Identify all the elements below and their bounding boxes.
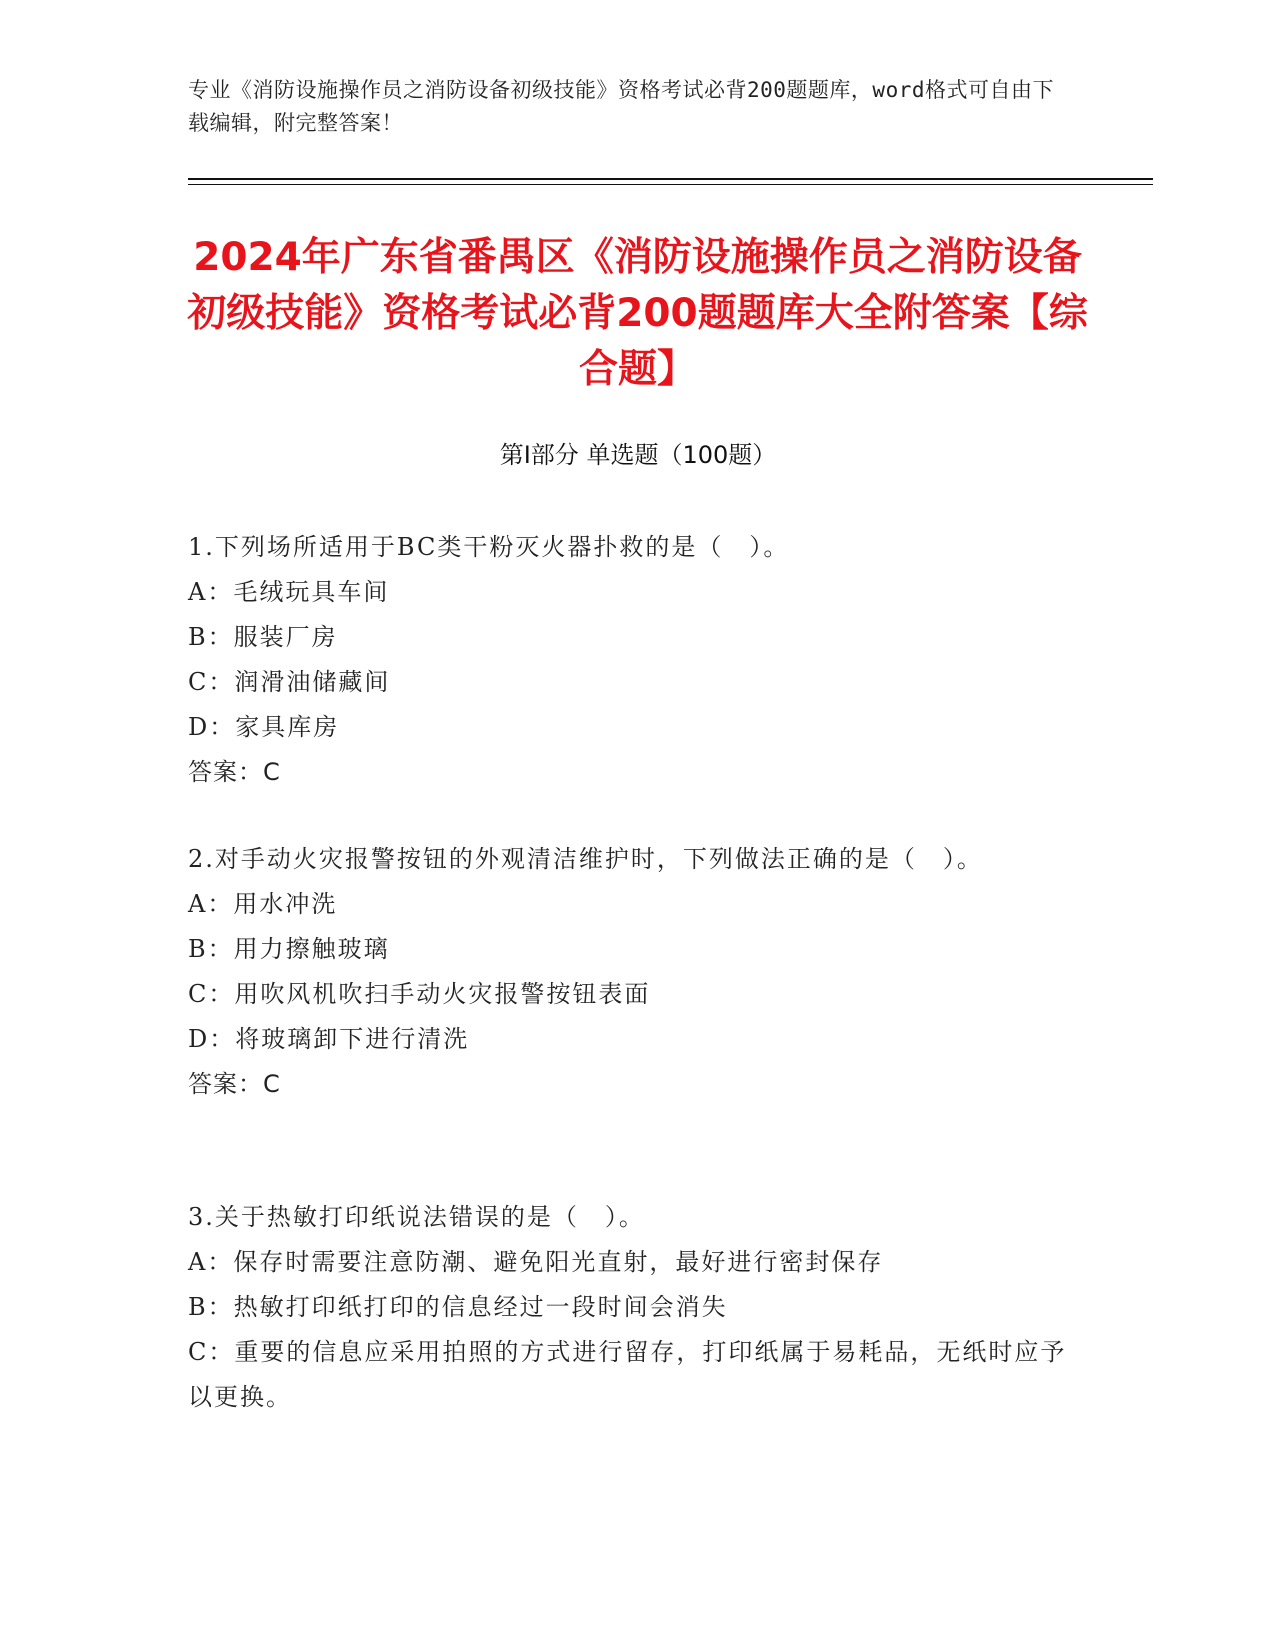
question-3 — [188, 1195, 1068, 1420]
header-note: 专业《消防设施操作员之消防设备初级技能》资格考试必背200题题库，word格式可自由下载编辑，附完整答案！ — [188, 78, 1054, 135]
question-1 — [188, 525, 1068, 795]
option-c: C：用吹风机吹扫手动火灾报警按钮表面 — [188, 980, 651, 1008]
question-2 — [188, 837, 1068, 1107]
option-c: C：重要的信息应采用拍照的方式进行留存，打印纸属于易耗品，无纸时应予以更换。 — [188, 1338, 1067, 1411]
question-stem: 1.下列场所适用于BC类干粉灭火器扑救的是（ ）。 — [188, 533, 790, 561]
option-d: D：将玻璃卸下进行清洗 — [188, 1025, 470, 1053]
option-b: B：用力擦触玻璃 — [188, 935, 390, 963]
option-b: B：服装厂房 — [188, 623, 338, 651]
answer: 答案：C — [188, 1070, 281, 1098]
answer: 答案：C — [188, 758, 281, 786]
header-divider-thin — [188, 184, 1153, 185]
option-a: A：保存时需要注意防潮、避免阳光直射，最好进行密封保存 — [188, 1248, 884, 1276]
question-stem: 2.对手动火灾报警按钮的外观清洁维护时，下列做法正确的是（ ）。 — [188, 845, 983, 873]
option-c: C：润滑油储藏间 — [188, 668, 391, 696]
option-a: A：用水冲洗 — [188, 890, 338, 918]
header-divider — [188, 178, 1153, 180]
document-title: 2024年广东省番禺区《消防设施操作员之消防设备初级技能》资格考试必背200题题库大全附答案【综合题】 — [187, 235, 1088, 392]
option-a: A：毛绒玩具车间 — [188, 578, 390, 606]
option-d: D：家具库房 — [188, 713, 340, 741]
question-stem: 3.关于热敏打印纸说法错误的是（ ）。 — [188, 1203, 645, 1231]
option-b: B：热敏打印纸打印的信息经过一段时间会消失 — [188, 1293, 728, 1321]
section-heading: 第I部分 单选题（100题） — [499, 441, 777, 469]
